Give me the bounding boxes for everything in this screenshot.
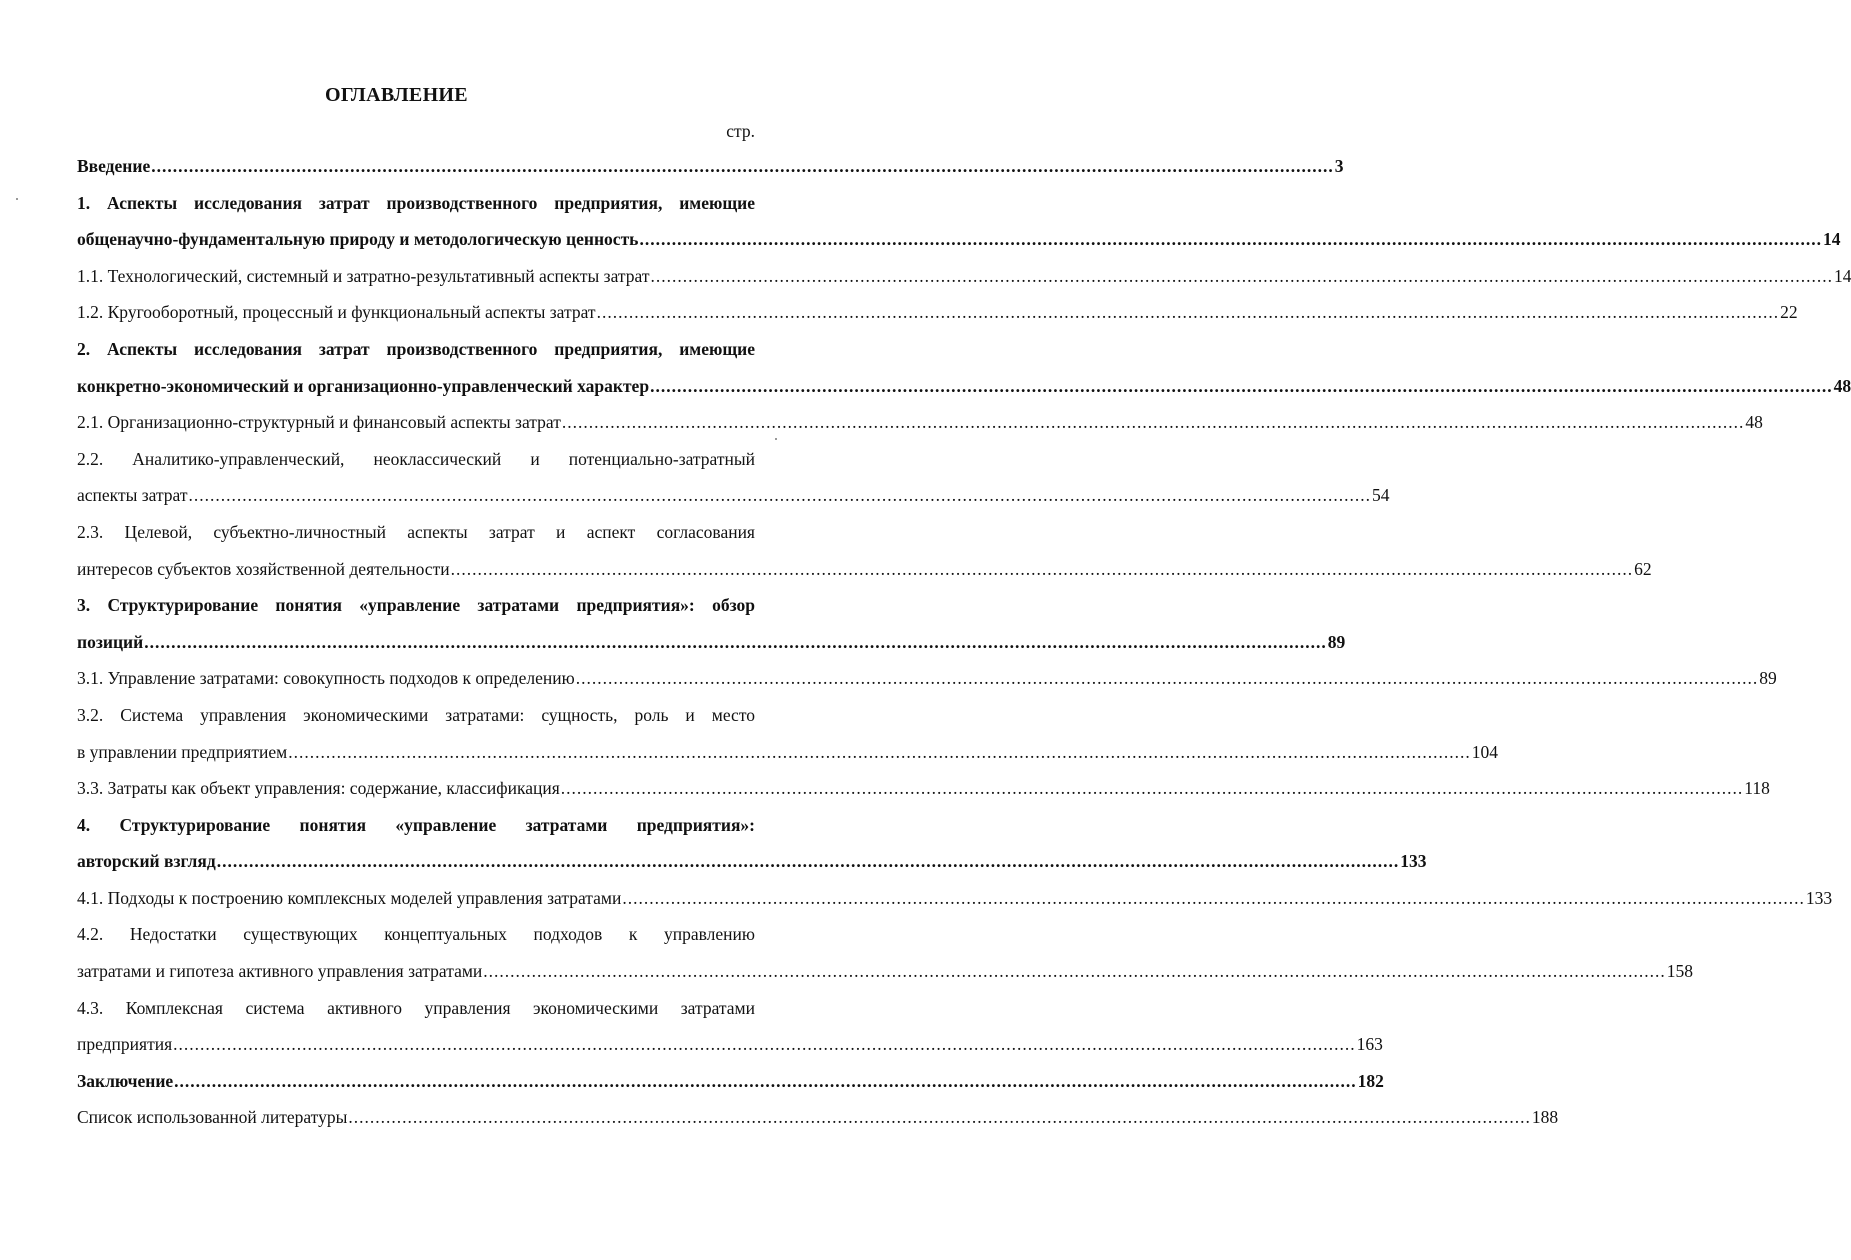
table-of-contents	[77, 148, 1851, 1136]
toc-page-number: 89	[1327, 631, 1346, 652]
toc-entry-line	[77, 404, 1763, 441]
toc-entry-line	[77, 660, 1777, 697]
toc-entry-line	[77, 258, 1851, 295]
toc-entry-line: 4.3. Комплексная система активного управления экономическими затратами	[77, 997, 755, 1018]
toc-entry-line	[77, 880, 1833, 917]
toc-page-number: 188	[1531, 1107, 1559, 1128]
dot-leader: ............................................................................................................................................................................................................................	[188, 485, 1372, 506]
toc-entry-line: 4. Структурирование понятия «управление затратами предприятия»:	[77, 814, 755, 835]
dot-leader: ............................................................................................................................................................................................................................	[174, 1070, 1357, 1091]
toc-entry-line	[77, 551, 1652, 588]
toc-entry-title: 1.2. Кругооборотный, процессный и функциональный аспекты затрат	[77, 302, 596, 323]
toc-entry-title: затратами и гипотеза активного управления затратами	[77, 961, 483, 982]
dot-leader: ............................................................................................................................................................................................................................	[348, 1107, 1531, 1128]
toc-page-number: 89	[1759, 668, 1777, 689]
toc-entry-title: конкретно-экономический и организационно-управленческий характер	[77, 375, 650, 396]
toc-entry-line	[77, 1099, 1559, 1136]
toc-page-number: 104	[1471, 741, 1498, 762]
dot-leader: ............................................................................................................................................................................................................................	[561, 412, 1745, 433]
toc-entry-title: авторский взгляд	[77, 851, 216, 872]
toc-page-number: 14	[1833, 265, 1851, 286]
toc-entry-title: Введение	[77, 156, 151, 176]
toc-entry-title: общенаучно-фундаментальную природу и методологическую ценность	[77, 229, 639, 250]
toc-entry-title: Список использованной литературы	[77, 1107, 348, 1128]
dot-leader: ............................................................................................................................................................................................................................	[560, 778, 1744, 799]
dot-leader: ............................................................................................................................................................................................................................	[650, 375, 1833, 396]
toc-page-number: 48	[1745, 412, 1763, 433]
dot-leader: ............................................................................................................................................................................................................................	[622, 887, 1805, 908]
dot-leader: ............................................................................................................................................................................................................................	[650, 265, 1833, 286]
toc-page-number: 62	[1634, 558, 1652, 579]
toc-entry-line	[77, 477, 1390, 514]
toc-page-number: 3	[1334, 156, 1344, 176]
toc-entry-line	[77, 294, 1798, 331]
scan-speck	[16, 198, 18, 200]
dot-leader: ............................................................................................................................................................................................................................	[144, 631, 1327, 652]
dot-leader: ............................................................................................................................................................................................................................	[450, 558, 1634, 579]
toc-page-number: 158	[1666, 961, 1694, 982]
dot-leader: ............................................................................................................................................................................................................................	[151, 156, 1334, 176]
toc-entry-line: 1. Аспекты исследования затрат производственного предприятия, имеющие	[77, 192, 755, 213]
toc-entry-title: 2.1. Организационно-структурный и финансовый аспекты затрат	[77, 412, 561, 433]
toc-entry-title: аспекты затрат	[77, 485, 188, 506]
dot-leader: ............................................................................................................................................................................................................................	[596, 302, 1780, 323]
toc-page-number: 14	[1822, 229, 1841, 250]
toc-page-number: 54	[1372, 485, 1390, 506]
toc-entry-line	[77, 148, 1344, 185]
dot-leader: ............................................................................................................................................................................................................................	[288, 741, 1471, 762]
toc-page-number: 133	[1805, 887, 1833, 908]
page-column-label: стр.	[726, 121, 755, 141]
toc-entry-title: 4.1. Подходы к построению комплексных моделей управления затратами	[77, 887, 622, 908]
toc-entry-line	[77, 843, 1427, 880]
toc-entry-title: 3.1. Управление затратами: совокупность подходов к определению	[77, 668, 575, 689]
dot-leader: ............................................................................................................................................................................................................................	[173, 1034, 1356, 1055]
toc-page-number: 118	[1744, 778, 1770, 799]
toc-entry-line	[77, 1063, 1384, 1100]
toc-entry-line	[77, 624, 1346, 661]
toc-entry-line: 3. Структурирование понятия «управление затратами предприятия»: обзор	[77, 595, 755, 616]
dot-leader: ............................................................................................................................................................................................................................	[575, 668, 1759, 689]
toc-entry-title: Заключение	[77, 1070, 174, 1091]
toc-entry-line: 3.2. Система управления экономическими затратами: сущность, роль и место	[77, 704, 755, 725]
dot-leader: ............................................................................................................................................................................................................................	[639, 229, 1822, 250]
toc-entry-line: 4.2. Недостатки существующих концептуальных подходов к управлению	[77, 924, 755, 945]
toc-entry-line: 2.3. Целевой, субъектно-личностный аспекты затрат и аспект согласования	[77, 521, 755, 542]
toc-entry-line	[77, 368, 1851, 405]
toc-entry-title: позиций	[77, 631, 144, 652]
toc-page-number: 22	[1780, 302, 1798, 323]
toc-entry-line	[77, 770, 1770, 807]
toc-entry-title: 3.3. Затраты как объект управления: содержание, классификация	[77, 778, 560, 799]
toc-page-number: 48	[1833, 375, 1851, 396]
toc-entry-line: 2. Аспекты исследования затрат производственного предприятия, имеющие	[77, 338, 755, 359]
toc-entry-title: в управлении предприятием	[77, 741, 288, 762]
toc-entry-line	[77, 734, 1498, 771]
scan-speck	[775, 438, 777, 440]
dot-leader: ............................................................................................................................................................................................................................	[483, 961, 1666, 982]
toc-entry-title: интересов субъектов хозяйственной деятельности	[77, 558, 450, 579]
toc-entry-line	[77, 1026, 1383, 1063]
toc-entry-line	[77, 953, 1694, 990]
page-title: ОГЛАВЛЕНИЕ	[325, 84, 468, 106]
dot-leader: ............................................................................................................................................................................................................................	[216, 851, 1400, 872]
toc-page-number: 163	[1356, 1034, 1383, 1055]
toc-page-number: 133	[1400, 851, 1427, 872]
toc-entry-line: 2.2. Аналитико-управленческий, неоклассический и потенциально-затратный	[77, 448, 755, 469]
toc-entry-title: предприятия	[77, 1034, 173, 1055]
toc-page-number: 182	[1357, 1070, 1384, 1091]
toc-entry-title: 1.1. Технологический, системный и затратно-результативный аспекты затрат	[77, 265, 650, 286]
toc-entry-line	[77, 221, 1841, 258]
